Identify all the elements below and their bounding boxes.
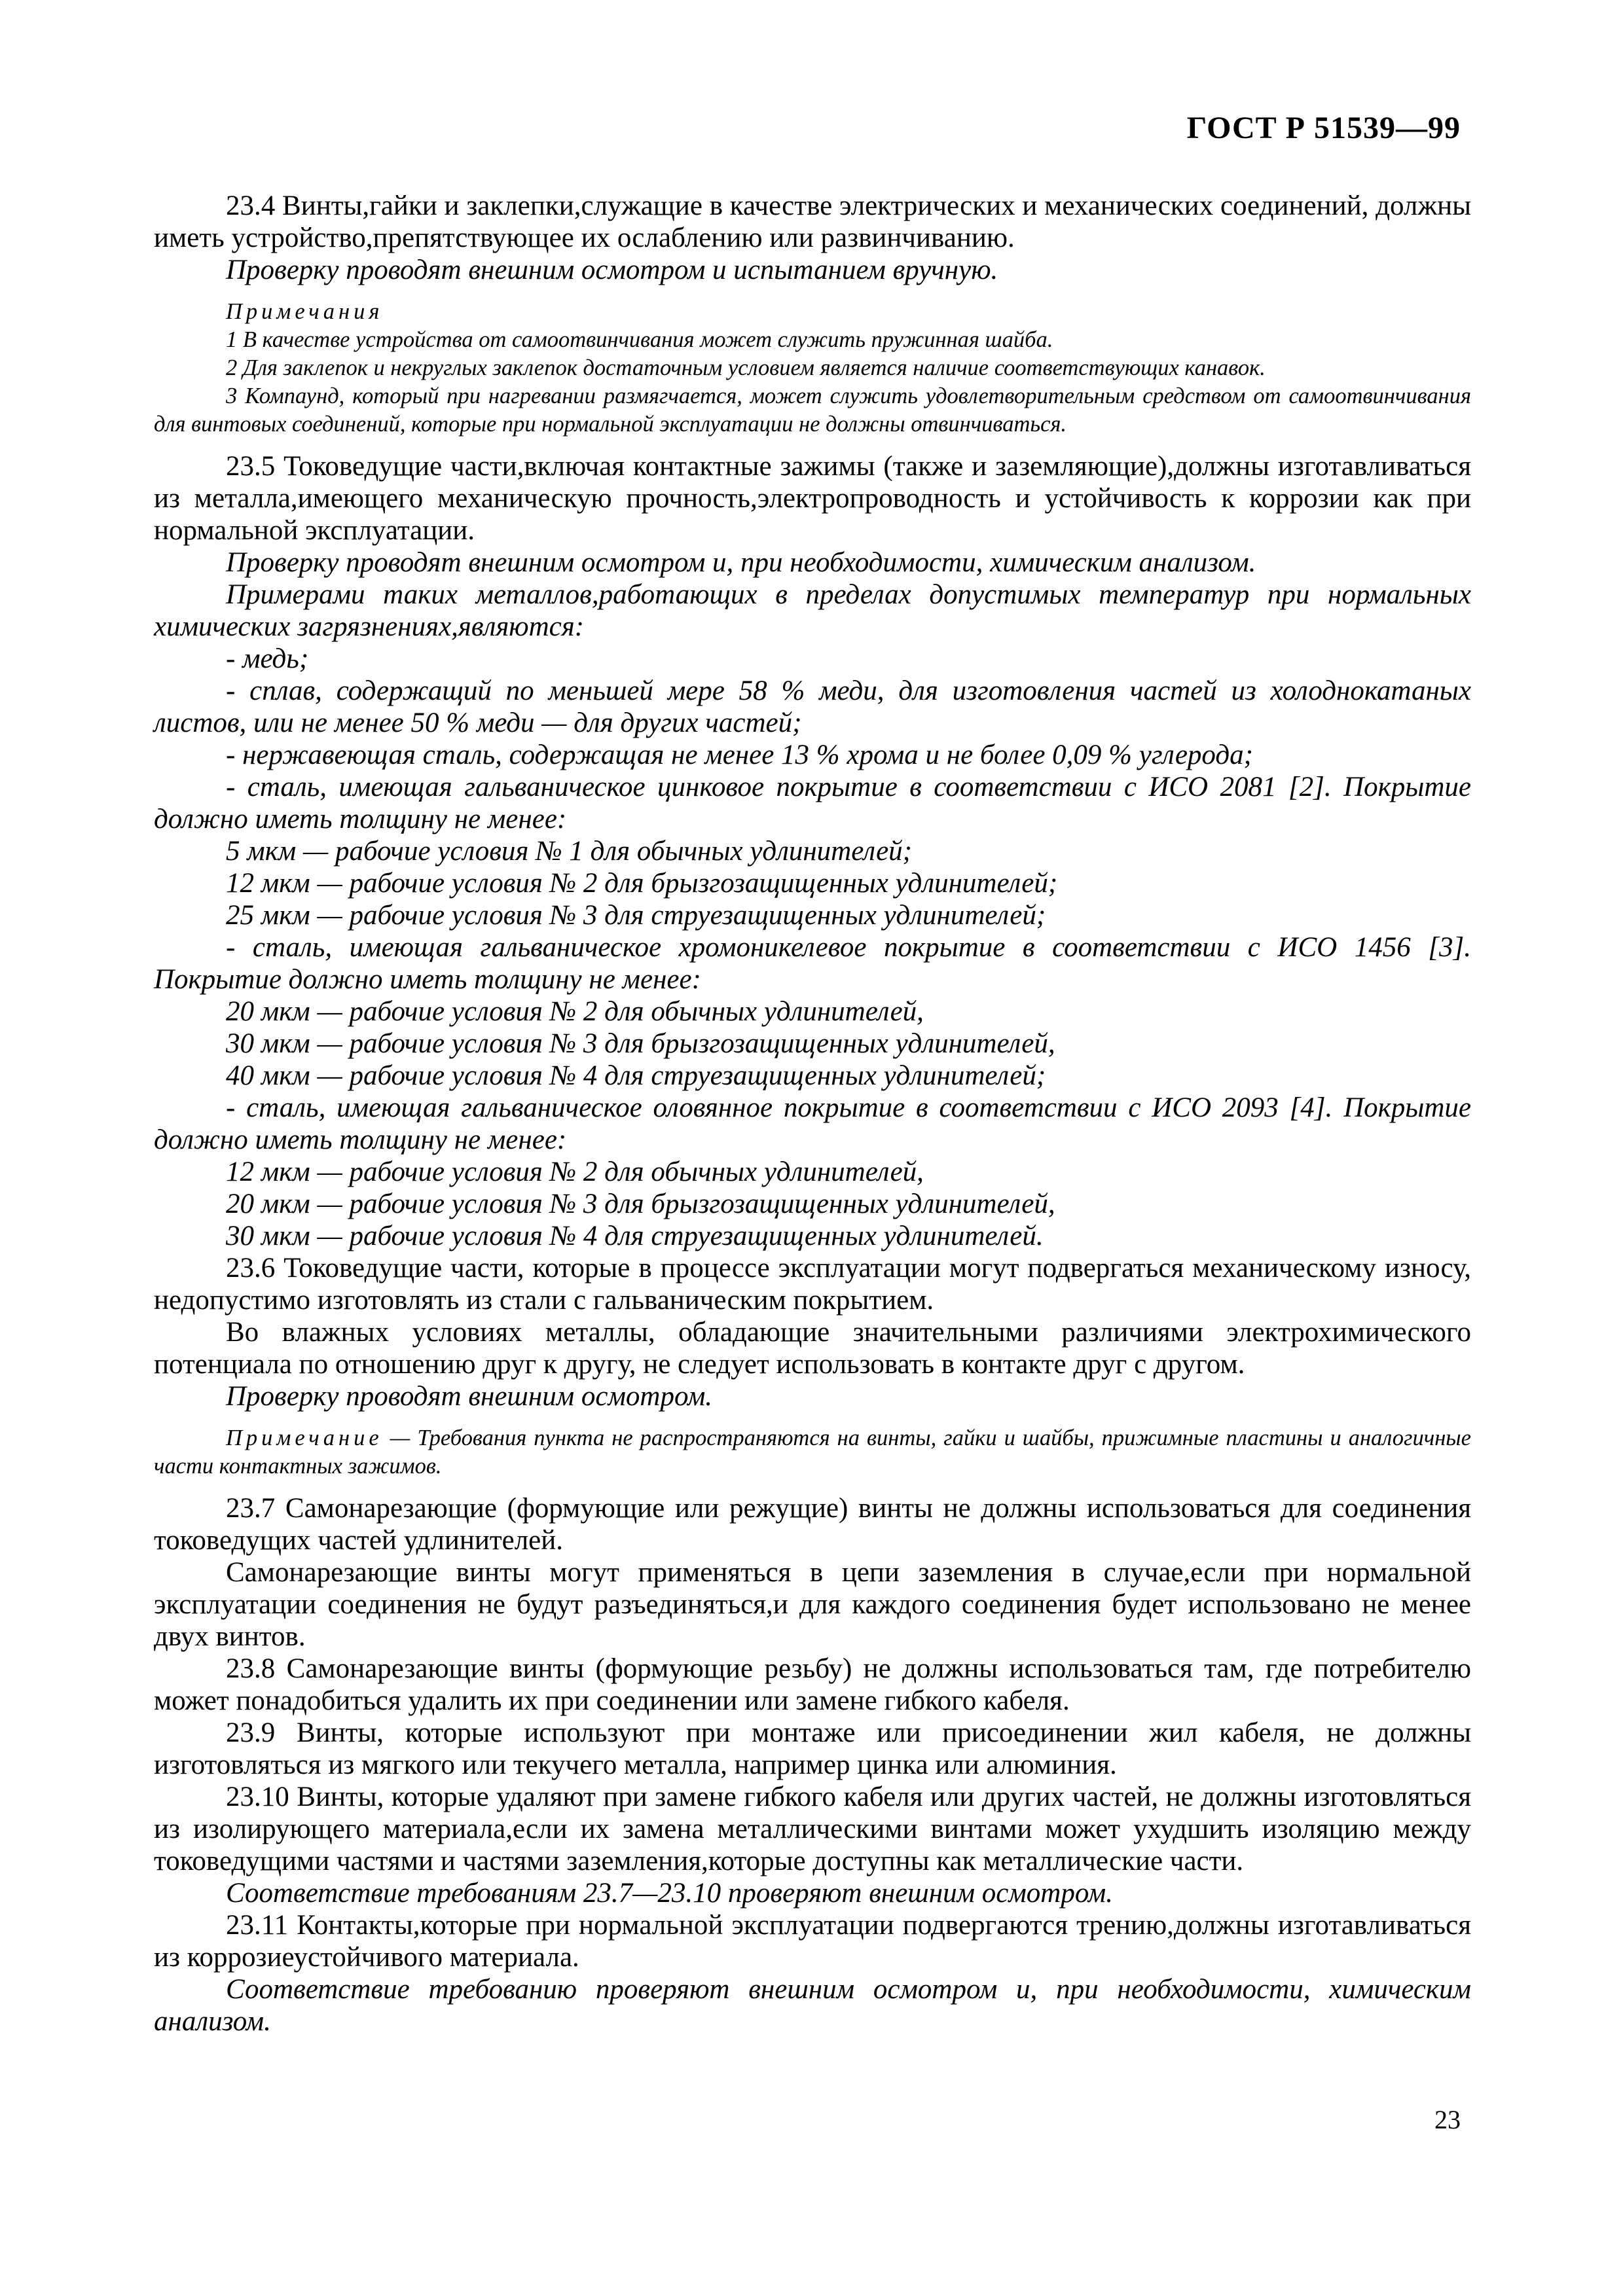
thickness-item: 20 мкм — рабочие условия № 2 для обычных удлинителей, — [226, 996, 924, 1027]
clause-23-9: 23.9 Винты, которые используют при монтаже или присоединении жил кабеля, не должны изготовляться из мягкого или текучего металла, например цинка или алюминия. — [154, 1717, 1471, 1780]
thickness-item: 12 мкм — рабочие условия № 2 для брызгозащищенных удлинителей; — [226, 868, 1058, 899]
clause-23-7: 23.7 Самонарезающие (формующие или режущие) винты не должны использоваться для соединения токоведущих частей удлинителей. — [154, 1493, 1471, 1556]
thickness-item: 40 мкм — рабочие условия № 4 для струезащищенных удлинителей; — [226, 1060, 1046, 1091]
note-3: 3 Компаунд, который при нагревании размягчается, может служить удовлетворительным средством от самоотвинчивания для винтовых соединений, которые при нормальной эксплуатации не должны отвинчиваться. — [154, 384, 1471, 437]
check-method-23-5: Проверку проводят внешним осмотром и, при необходимости, химическим анализом. — [226, 547, 1256, 578]
clause-23-8: 23.8 Самонарезающие винты (формующие резьбу) не должны использоваться там, где потребителю может понадобиться удалить их при соединении или замене гибкого кабеля. — [154, 1653, 1471, 1716]
clause-23-6: 23.6 Токоведущие части, которые в процессе эксплуатации могут подвергаться механическому износу, недопустимо изготовлять из стали с гальваническим покрытием. — [154, 1253, 1471, 1316]
thickness-item: 20 мкм — рабочие условия № 3 для брызгозащищенных удлинителей, — [226, 1189, 1055, 1219]
check-method-23-6: Проверку проводят внешним осмотром. — [226, 1381, 713, 1412]
clause-23-5: 23.5 Токоведущие части,включая контактные зажимы (также и заземляющие),должны изготавливаться из металла,имеющего механическую прочность,электропроводность и устойчивость к коррозии как при нормальной эксплуатации. — [154, 451, 1471, 546]
thickness-item: 30 мкм — рабочие условия № 4 для струезащищенных удлинителей. — [226, 1221, 1044, 1251]
note-heading: Примечание — [226, 1426, 383, 1450]
clause-23-7-grounding: Самонарезающие винты могут применяться в цепи заземления в случае,если при нормальной эксплуатации соединения не будут разъединяться,и для каждого соединения будет использовано не менее двух винтов. — [154, 1557, 1471, 1652]
metals-intro: Примерами таких металлов,работающих в пределах допустимых температур при нормальных химических загрязнениях,являются: — [154, 579, 1471, 642]
check-method-23-11: Соответствие требованию проверяют внешним осмотром и, при необходимости, химическим анализом. — [154, 1974, 1471, 2037]
thickness-item: 12 мкм — рабочие условия № 2 для обычных удлинителей, — [226, 1157, 924, 1187]
note-23-6 — [154, 1424, 1471, 1480]
clause-23-6-humid: Во влажных условиях металлы, обладающие значительными различиями электрохимического потенциала по отношению друг к другу, не следует использовать в контакте друг с другом. — [154, 1317, 1471, 1380]
metal-item-stainless: - нержавеющая сталь, содержащая не менее 13 % хрома и не более 0,09 % углерода; — [226, 740, 1253, 770]
document-code-header: ГОСТ Р 51539—99 — [1186, 111, 1461, 145]
metal-item-copper: - медь; — [226, 643, 309, 674]
note-text: — Требования пункта не распространяются на винты, гайки и шайбы, прижимные пластины и аналогичные части контактных зажимов. — [154, 1426, 1471, 1479]
clause-23-10: 23.10 Винты, которые удаляют при замене гибкого кабеля или других частей, не должны изготовляться из изолирующего материала,если их замена металлическими винтами может ухудшить изоляцию между токоведущими частями и частями заземления,которые доступны как металлические части. — [154, 1782, 1471, 1876]
thickness-item: 30 мкм — рабочие условия № 3 для брызгозащищенных удлинителей, — [226, 1028, 1055, 1059]
metal-item-alloy: - сплав, содержащий по меньшей мере 58 % меди, для изготовления частей из холоднокатаных листов, или не менее 50 % меди — для других частей; — [154, 675, 1471, 738]
note-1: 1 В качестве устройства от самоотвинчивания может служить пружинная шайба. — [226, 327, 1053, 352]
notes-heading: Примечания — [226, 299, 384, 324]
metal-item-zinc-steel: - сталь, имеющая гальваническое цинковое покрытие в соответствии с ИСО 2081 [2]. Покрытие должно иметь толщину не менее: — [154, 772, 1471, 834]
thickness-item: 25 мкм — рабочие условия № 3 для струезащищенных удлинителей; — [226, 900, 1046, 931]
thickness-item: 5 мкм — рабочие условия № 1 для обычных удлинителей; — [226, 836, 912, 867]
check-method-23-7-23-10: Соответствие требованиям 23.7—23.10 проверяют внешним осмотром. — [226, 1878, 1113, 1909]
document-body — [154, 190, 1471, 2037]
clause-23-4: 23.4 Винты,гайки и заклепки,служащие в качестве электрических и механических соединений, должны иметь устройство,препятствующее их ослаблению или развинчиванию. — [154, 190, 1471, 253]
clause-23-11: 23.11 Контакты,которые при нормальной эксплуатации подвергаются трению,должны изготавливаться из коррозиеустойчивого материала. — [154, 1910, 1471, 1973]
metal-item-tin-steel: - сталь, имеющая гальваническое оловянное покрытие в соответствии с ИСО 2093 [4]. Покрытие должно иметь толщину не менее: — [154, 1092, 1471, 1155]
check-method-23-4: Проверку проводят внешним осмотром и испытанием вручную. — [226, 255, 998, 285]
page-number: 23 — [1434, 2105, 1461, 2134]
metal-item-chrome-nickel-steel: - сталь, имеющая гальваническое хромоникелевое покрытие в соответствии с ИСО 1456 [3]. Покрытие должно иметь толщину не менее: — [154, 932, 1471, 995]
note-2: 2 Для заклепок и некруглых заклепок достаточным условием является наличие соответствующих канавок. — [226, 355, 1266, 380]
